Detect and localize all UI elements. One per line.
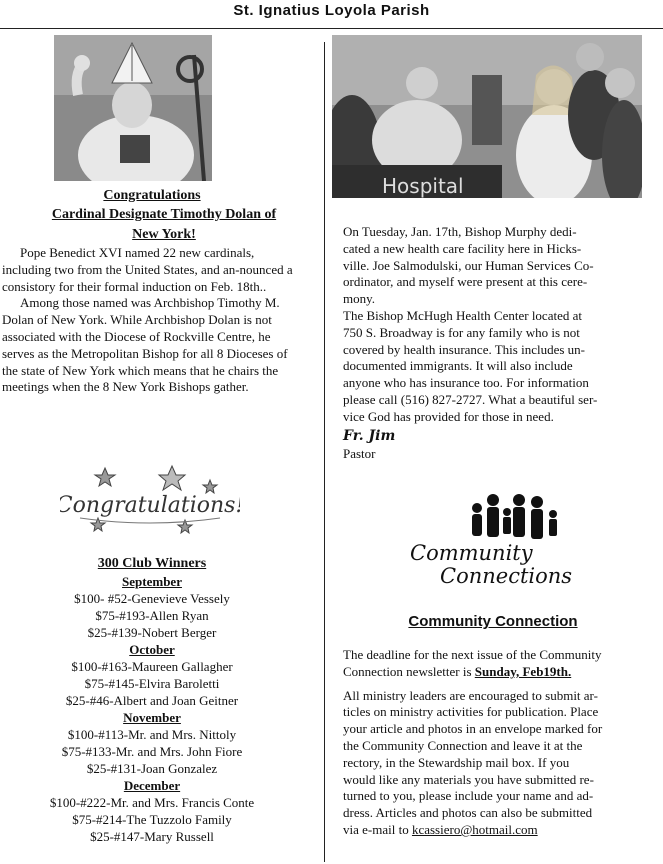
club-winner: $25-#147-Mary Russell [90, 829, 214, 844]
leaders-paragraph [343, 688, 645, 822]
email-line: via e-mail to kcassiero@hotmail.com [343, 821, 538, 837]
text-line: your article and photos in an envelope marked for [343, 721, 603, 737]
club-winner: $75-#214-The Tuzzolo Family [72, 812, 232, 827]
congratulations-heading: Congratulations [103, 188, 201, 203]
cardinal-heading-line2: New York! [132, 227, 196, 242]
club-winner: $75-#133-Mr. and Mrs. John Fiore [61, 744, 243, 759]
club-month-heading: September [122, 574, 182, 589]
cardinal-photo [54, 35, 212, 181]
logo-line-1: Community [410, 541, 533, 565]
club-winner: $100-#222-Mr. and Mrs. Francis Conte [49, 795, 255, 810]
club-month-heading: October [129, 642, 175, 657]
text-line: turned to you, please include your name and ad- [343, 788, 594, 804]
deadline-line-1: The deadline for the next issue of the Community [343, 647, 602, 662]
cardinal-paragraph-1: Pope Benedict XVI named 22 new cardinals, including two from the United States, and an-nounced a consistory for their formal induction on Feb. 18th.. [2, 245, 293, 294]
text-line: ville. Joe Salmodulski, our Human Services Co- [343, 257, 594, 273]
text-line: ticles on ministry activities for publication. Place [343, 704, 599, 720]
deadline-date: Sunday, Feb19th. [474, 663, 572, 679]
health-center-paragraph [343, 308, 643, 426]
text-line: vice God has provided for those in need. [343, 408, 554, 424]
cardinal-paragraph-2: Among those named was Archbishop Timothy M. Dolan of New York. While Archbishop Dolan is not associated with the Diocese of Rockville Centre, he serves as the Metropolitan Bishop for all 8 Dioceses of the state of New York which means that he chairs the meetings when the 8 New York Bishops gather. [2, 295, 288, 395]
logo-line-2: Connections [440, 564, 573, 588]
community-connections-logo [405, 488, 605, 588]
club-winner: $25-#139-Nobert Berger [87, 625, 217, 640]
club-month-heading: December [123, 778, 181, 793]
club-winner: $100- #52-Genevieve Vessely [74, 591, 230, 606]
cardinal-heading: Cardinal Designate Timothy Dolan of [51, 207, 277, 222]
club-title: 300 Club Winners [97, 556, 207, 571]
text-line: On Tuesday, Jan. 17th, Bishop Murphy dedi- [343, 224, 577, 239]
community-connection-heading: Community Connection [408, 613, 578, 630]
family-figures-icon [472, 494, 557, 539]
text-line: mony. [343, 291, 376, 307]
text-line: covered by health insurance. This includes un- [343, 341, 585, 357]
column-divider [324, 42, 325, 862]
deadline-line-2: Connection newsletter is Sunday, Feb19th. [343, 663, 572, 679]
text-line: would like any materials you have submitted re- [343, 771, 594, 787]
text-line: please call (516) 827-2727. What a beautiful ser- [343, 391, 598, 407]
email-link[interactable]: kcassiero@hotmail.com [411, 821, 538, 837]
hospital-sign-text: Hospital [382, 174, 464, 198]
text-line: dress. Articles and photos can also be submitted [343, 805, 593, 821]
congratulations-graphic [60, 458, 240, 538]
dedication-paragraph [343, 224, 643, 308]
club-winner: $100-#113-Mr. and Mrs. Nittoly [67, 727, 237, 742]
club-month-heading: November [123, 710, 181, 725]
pastor-signature: Fr. Jim [343, 427, 396, 444]
text-line: 750 S. Broadway is for any family who is not [343, 324, 580, 340]
page-header [0, 0, 663, 29]
club-winner: $100-#163-Maureen Gallagher [71, 659, 233, 674]
club-winner: $75-#145-Elvira Baroletti [84, 676, 220, 691]
club-winner: $25-#46-Albert and Joan Geitner [65, 693, 239, 708]
text-line: All ministry leaders are encouraged to submit ar- [343, 687, 598, 703]
text-line: cated a new health care facility here in Hicks- [343, 240, 582, 256]
text-line: rectory, in the Stewardship mail box. If you [343, 754, 570, 770]
club-winner: $25-#131-Joan Gonzalez [86, 761, 218, 776]
club-winner: $75-#193-Allen Ryan [95, 608, 209, 623]
text-line: The Bishop McHugh Health Center located at [343, 307, 582, 323]
club-winners-list [2, 573, 302, 845]
pastor-title: Pastor [343, 445, 376, 461]
health-center-photo [332, 35, 642, 198]
text-line: ordinator, and myself were present at this cere- [343, 274, 588, 290]
parish-title: St. Ignatius Loyola Parish [233, 2, 430, 19]
text-line: documented immigrants. It will also include [343, 358, 573, 374]
congratulations-graphic-text: Congratulations! [60, 493, 240, 518]
text-line: the Community Connection and leave it at the [343, 737, 583, 753]
text-line: anyone who has insurance too. For information [343, 375, 589, 391]
